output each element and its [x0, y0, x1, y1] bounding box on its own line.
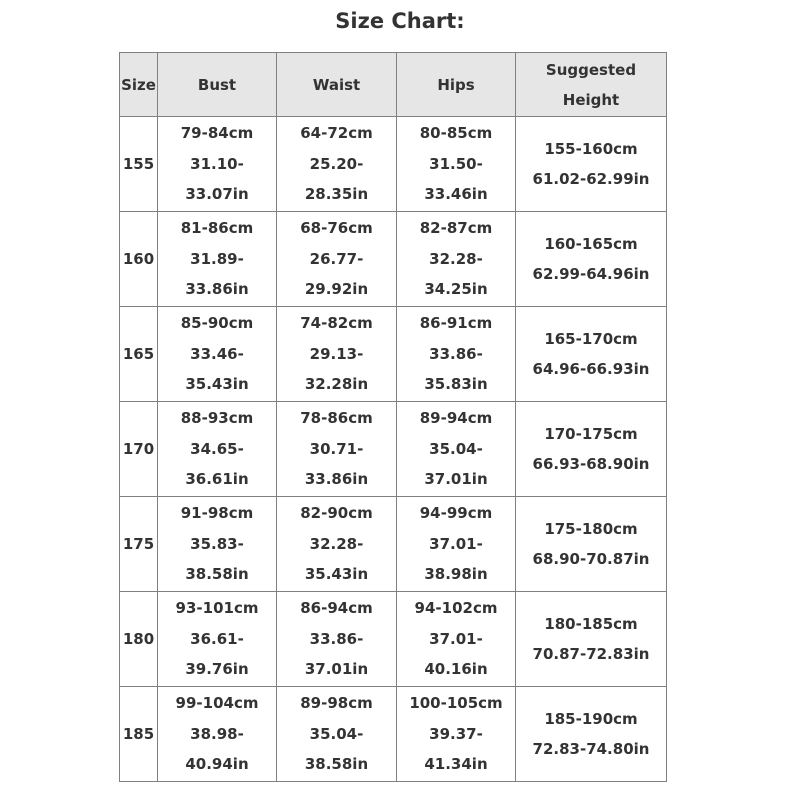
- cell-bust-line: 38.98-: [190, 724, 244, 743]
- cell-hips-line: 35.83in: [424, 375, 488, 394]
- cell-hips-line: 33.46in: [424, 185, 488, 204]
- cell-hips-line: 86-91cm: [419, 314, 493, 333]
- cell-waist-line: 32.28-: [309, 534, 364, 553]
- cell-bust: [158, 117, 277, 212]
- cell-waist: [277, 497, 397, 592]
- cell-height-line: 68.90-70.87in: [532, 550, 650, 568]
- cell-waist-line: 82-90cm: [300, 504, 373, 523]
- cell-height-line: 70.87-72.83in: [532, 645, 650, 663]
- cell-bust-line: 91-98cm: [180, 504, 254, 523]
- cell-height-line: 160-165cm: [544, 234, 638, 253]
- cell-hips-line: 37.01-: [429, 534, 483, 553]
- header-bust: Bust: [158, 53, 277, 117]
- cell-bust-line: 31.89-: [190, 249, 244, 268]
- cell-waist-line: 29.13-: [309, 344, 364, 363]
- table-header-row: [120, 53, 667, 117]
- cell-bust-line: 36.61-: [190, 629, 244, 648]
- cell-bust: [158, 687, 277, 782]
- cell-height-line: 64.96-66.93in: [532, 360, 650, 378]
- table-row: [120, 117, 667, 212]
- cell-size: 180: [120, 592, 158, 687]
- cell-hips: [397, 497, 516, 592]
- cell-height: [516, 592, 667, 687]
- cell-height-line: 66.93-68.90in: [532, 455, 650, 473]
- cell-waist-line: 74-82cm: [300, 314, 373, 333]
- cell-waist-line: 64-72cm: [300, 124, 373, 143]
- header-height-line1: Suggested: [545, 60, 637, 79]
- cell-bust: [158, 402, 277, 497]
- table-body: [120, 117, 667, 782]
- cell-waist-line: 35.43in: [304, 565, 369, 584]
- cell-height-line: 61.02-62.99in: [532, 170, 650, 188]
- cell-waist-line: 28.35in: [304, 185, 369, 204]
- cell-height-line: 155-160cm: [544, 139, 638, 158]
- cell-height-line: 62.99-64.96in: [532, 265, 650, 283]
- cell-height-line: 185-190cm: [544, 709, 638, 728]
- cell-waist-line: 38.58in: [304, 755, 369, 774]
- cell-hips-line: 100-105cm: [409, 694, 503, 713]
- cell-bust-line: 81-86cm: [180, 219, 254, 238]
- cell-waist-line: 29.92in: [304, 280, 369, 299]
- cell-hips: [397, 307, 516, 402]
- cell-height: [516, 117, 667, 212]
- cell-hips-line: 94-99cm: [419, 504, 493, 523]
- table-row: [120, 402, 667, 497]
- size-chart-table: [119, 52, 667, 782]
- cell-height: [516, 497, 667, 592]
- cell-waist: [277, 307, 397, 402]
- cell-hips-line: 40.16in: [424, 660, 488, 679]
- cell-bust-line: 36.61in: [185, 470, 249, 489]
- cell-bust-line: 79-84cm: [180, 124, 254, 143]
- cell-bust-line: 38.58in: [185, 565, 249, 584]
- cell-height-line: 72.83-74.80in: [532, 740, 650, 758]
- cell-waist-line: 89-98cm: [300, 694, 373, 713]
- cell-bust: [158, 497, 277, 592]
- cell-hips-line: 37.01-: [429, 629, 483, 648]
- cell-bust: [158, 592, 277, 687]
- cell-waist: [277, 687, 397, 782]
- cell-waist: [277, 592, 397, 687]
- header-size: Size: [120, 53, 158, 117]
- cell-waist-line: 37.01in: [304, 660, 369, 679]
- cell-height-line: 180-185cm: [544, 614, 638, 633]
- cell-height-line: 165-170cm: [544, 329, 638, 348]
- cell-bust-line: 40.94in: [185, 755, 249, 774]
- cell-hips: [397, 402, 516, 497]
- cell-height: [516, 402, 667, 497]
- table-row: [120, 497, 667, 592]
- cell-size: 165: [120, 307, 158, 402]
- cell-hips: [397, 592, 516, 687]
- cell-waist: [277, 117, 397, 212]
- cell-waist-line: 33.86in: [304, 470, 369, 489]
- cell-height: [516, 212, 667, 307]
- cell-bust-line: 35.83-: [190, 534, 244, 553]
- cell-bust-line: 34.65-: [190, 439, 244, 458]
- cell-waist-line: 78-86cm: [300, 409, 373, 428]
- cell-hips: [397, 212, 516, 307]
- table-row: [120, 592, 667, 687]
- cell-bust-line: 33.86in: [185, 280, 249, 299]
- cell-waist-line: 30.71-: [309, 439, 364, 458]
- cell-height: [516, 687, 667, 782]
- cell-size: 155: [120, 117, 158, 212]
- cell-hips-line: 39.37-: [429, 724, 483, 743]
- cell-height-line: 170-175cm: [544, 424, 638, 443]
- header-height-line2: Height: [562, 90, 620, 109]
- cell-height-line: 175-180cm: [544, 519, 638, 538]
- cell-hips: [397, 117, 516, 212]
- cell-waist-line: 33.86-: [309, 629, 364, 648]
- cell-hips-line: 89-94cm: [419, 409, 493, 428]
- cell-bust-line: 88-93cm: [180, 409, 254, 428]
- cell-waist-line: 25.20-: [309, 154, 364, 173]
- cell-bust-line: 39.76in: [185, 660, 249, 679]
- cell-hips-line: 34.25in: [424, 280, 488, 299]
- cell-size: 185: [120, 687, 158, 782]
- cell-bust-line: 33.07in: [185, 185, 249, 204]
- cell-size: 160: [120, 212, 158, 307]
- header-waist: Waist: [277, 53, 397, 117]
- cell-waist: [277, 212, 397, 307]
- cell-bust-line: 35.43in: [185, 375, 249, 394]
- cell-bust-line: 85-90cm: [180, 314, 254, 333]
- cell-waist-line: 35.04-: [309, 724, 364, 743]
- cell-bust-line: 93-101cm: [175, 599, 259, 618]
- cell-hips-line: 94-102cm: [414, 599, 498, 618]
- cell-waist-line: 86-94cm: [300, 599, 373, 618]
- cell-waist-line: 68-76cm: [300, 219, 373, 238]
- cell-size: 175: [120, 497, 158, 592]
- cell-height: [516, 307, 667, 402]
- cell-bust-line: 33.46-: [190, 344, 244, 363]
- cell-hips-line: 32.28-: [429, 249, 483, 268]
- cell-hips-line: 38.98in: [424, 565, 488, 584]
- cell-bust-line: 99-104cm: [175, 694, 259, 713]
- cell-size: 170: [120, 402, 158, 497]
- cell-waist: [277, 402, 397, 497]
- cell-hips-line: 82-87cm: [419, 219, 493, 238]
- cell-hips-line: 33.86-: [429, 344, 483, 363]
- cell-bust-line: 31.10-: [190, 154, 244, 173]
- cell-hips-line: 37.01in: [424, 470, 488, 489]
- table-row: [120, 307, 667, 402]
- cell-hips-line: 31.50-: [429, 154, 483, 173]
- header-suggested-height: [516, 53, 667, 117]
- cell-bust: [158, 307, 277, 402]
- table-row: [120, 212, 667, 307]
- table-row: [120, 687, 667, 782]
- cell-bust: [158, 212, 277, 307]
- cell-hips: [397, 687, 516, 782]
- cell-hips-line: 41.34in: [424, 755, 488, 774]
- cell-hips-line: 80-85cm: [419, 124, 493, 143]
- header-hips: Hips: [397, 53, 516, 117]
- cell-hips-line: 35.04-: [429, 439, 483, 458]
- cell-waist-line: 26.77-: [309, 249, 364, 268]
- page-title: Size Chart:: [335, 9, 465, 33]
- cell-waist-line: 32.28in: [304, 375, 369, 394]
